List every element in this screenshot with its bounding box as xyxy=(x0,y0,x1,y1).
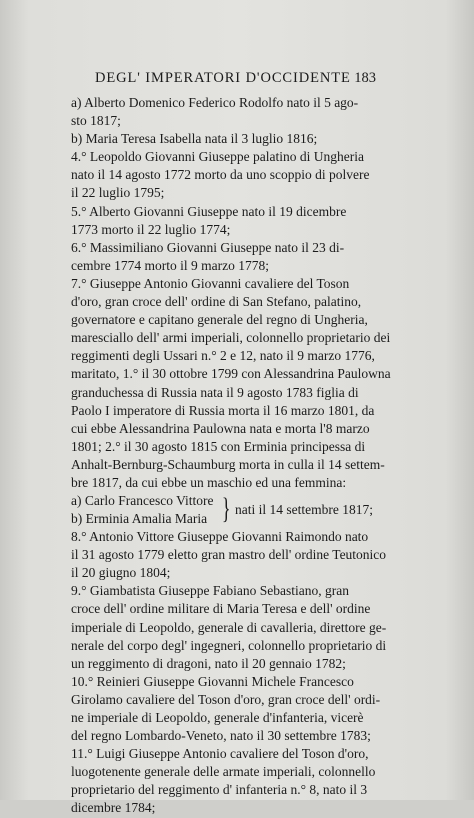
text-line: Girolamo cavaliere del Toson d'oro, gran croce dell' ordi- xyxy=(71,691,381,707)
page-body xyxy=(55,94,433,818)
text-line: il 31 agosto 1779 eletto gran mastro dell' ordine Teutonico xyxy=(71,547,387,563)
brace-item-a: a) Carlo Francesco Vittore xyxy=(71,493,214,509)
text-line: a) Alberto Domenico Federico Rodolfo nato il 5 ago- xyxy=(71,95,359,110)
entry-paragraph xyxy=(55,203,433,239)
brace-item-b: b) Erminia Amalia Maria xyxy=(71,511,208,527)
entry-paragraph xyxy=(55,94,433,130)
text-line: cembre 1774 morto il 9 marzo 1778; xyxy=(71,257,269,273)
text-line: il 20 giugno 1804; xyxy=(71,565,171,581)
text-line: nato il 14 agosto 1772 morto da uno scoppio di polvere xyxy=(71,167,370,183)
text-line: luogotenente generale delle armate imperiali, colonnello xyxy=(71,764,376,780)
brace-note: nati il 14 settembre 1817; xyxy=(235,502,373,518)
curly-brace: } xyxy=(221,492,231,526)
text-line: d'oro, gran croce dell' ordine di San Stefano, palatino, xyxy=(71,294,362,310)
text-line: 1801; 2.° il 30 agosto 1815 con Erminia principessa di xyxy=(71,438,366,454)
text-line: cui ebbe Alessandrina Paulowna nata e morta l'8 marzo xyxy=(71,420,370,436)
text-line: 10.° Reinieri Giuseppe Giovanni Michele Francesco xyxy=(71,673,354,689)
text-line: 4.° Leopoldo Giovanni Giuseppe palatino di Ungheria xyxy=(71,149,364,165)
text-line: 1773 morto il 22 luglio 1774; xyxy=(71,221,231,237)
children-brace-group xyxy=(55,492,433,528)
text-line: 9.° Giambatista Giuseppe Fabiano Sebastiano, gran xyxy=(71,583,349,599)
entry-paragraph xyxy=(55,582,433,672)
text-line: proprietario del reggimento d' infanteria n.° 8, nato il 3 xyxy=(71,782,368,798)
page-number: 183 xyxy=(354,70,376,86)
entries-after xyxy=(55,528,433,818)
text-line: 8.° Antonio Vittore Giuseppe Giovanni Raimondo nato xyxy=(71,529,369,545)
text-line: Paolo I imperatore di Russia morta il 16 marzo 1801, da xyxy=(71,402,375,418)
entry-paragraph xyxy=(55,148,433,202)
text-line: 5.° Alberto Giovanni Giuseppe nato il 19 dicembre xyxy=(71,203,347,219)
text-line: maritato, 1.° il 30 ottobre 1799 con Alessandrina Paulowna xyxy=(71,366,391,382)
entry-paragraph xyxy=(55,745,433,817)
text-line: croce dell' ordine militare di Maria Teresa e dell' ordine xyxy=(71,601,371,617)
text-line: del regno Lombardo-Veneto, nato il 30 settembre 1783; xyxy=(71,728,371,744)
text-line: granduchessa di Russia nata il 9 agosto 1783 figlia di xyxy=(71,384,359,400)
entries-before xyxy=(55,94,433,492)
entry-paragraph xyxy=(55,239,433,275)
text-line: sto 1817; xyxy=(71,113,121,129)
text-line: nerale del corpo degl' ingegneri, colonnello proprietario di xyxy=(71,637,387,653)
entry-paragraph xyxy=(55,130,433,148)
text-line: maresciallo dell' armi imperiali, colonnello proprietario dei xyxy=(71,330,391,346)
text-line: reggimenti degli Ussari n.° 2 e 12, nato il 9 marzo 1776, xyxy=(71,348,375,364)
entry-paragraph xyxy=(55,275,433,492)
entry-paragraph xyxy=(55,673,433,745)
text-line: il 22 luglio 1795; xyxy=(71,185,165,201)
text-line: bre 1817, da cui ebbe un maschio ed una femmina: xyxy=(71,474,347,490)
running-title: DEGL' IMPERATORI D'OCCIDENTE xyxy=(95,70,351,86)
text-line: governatore e capitano generale del regno di Ungheria, xyxy=(71,312,368,328)
text-line: dicembre 1784; xyxy=(71,800,156,816)
text-line: ne imperiale di Leopoldo, generale d'infanteria, vicerè xyxy=(71,710,364,725)
text-line: 11.° Luigi Giuseppe Antonio cavaliere del Toson d'oro, xyxy=(71,746,369,762)
text-line: 7.° Giuseppe Antonio Giovanni cavaliere del Toson xyxy=(71,275,350,291)
text-line: b) Maria Teresa Isabella nata il 3 luglio 1816; xyxy=(71,131,318,147)
text-line: 6.° Massimiliano Giovanni Giuseppe nato il 23 di- xyxy=(71,239,345,255)
text-line: un reggimento di dragoni, nato il 20 gennaio 1782; xyxy=(71,655,346,671)
text-line: Anhalt-Bernburg-Schaumburg morta in culla il 14 settem- xyxy=(71,456,385,472)
entry-paragraph xyxy=(55,528,433,582)
brace-items xyxy=(71,492,214,528)
text-line: imperiale di Leopoldo, generale di cavalleria, direttore ge- xyxy=(71,619,387,635)
